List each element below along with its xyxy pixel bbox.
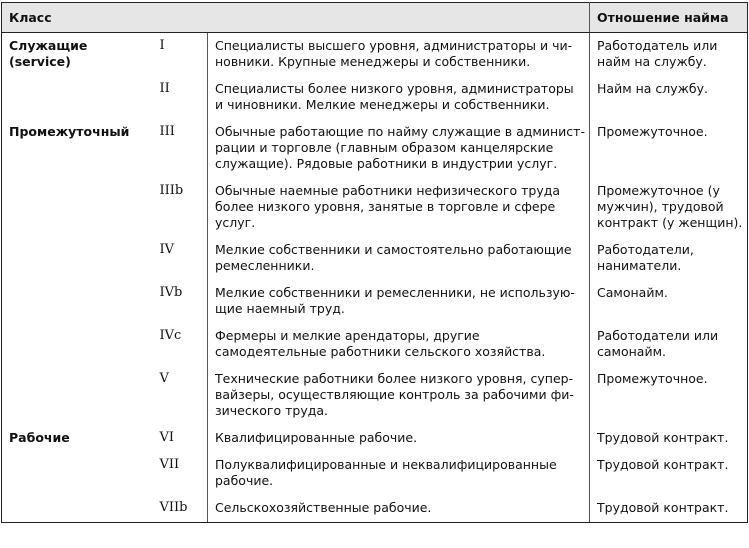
class-cell: Рабочие [2, 425, 150, 452]
class-cell [2, 323, 150, 366]
header-row [2, 3, 748, 33]
relation-cell: Промежуточное. [590, 366, 748, 425]
relation-cell: Найм на службу. [590, 76, 748, 119]
description-cell: Специалисты высшего уровня, администраторы и чиновники. Крупные менеджеры и собственники. [208, 33, 590, 77]
code-cell: VI [159, 430, 175, 445]
table-row [2, 33, 748, 77]
code-cell: III [159, 124, 175, 139]
relation-cell: Работодатели или самонайм. [590, 323, 748, 366]
description-cell: Обычные работающие по найму служащие в администрации и торговле (главным образом канцелярские служащие). Рядовые работники в индустрии услуг. [208, 119, 590, 178]
table-row [2, 366, 748, 425]
table-row [2, 280, 748, 323]
relation-cell: Работодатель или найм на службу. [590, 33, 748, 77]
header-relation: Отношение найма [590, 3, 748, 33]
table-row [2, 119, 748, 178]
description-cell: Мелкие собственники и ремесленники, не использующие наемный труд. [208, 280, 590, 323]
class-cell: Служащие (service) [2, 33, 150, 77]
table-row [2, 495, 748, 523]
class-cell [2, 237, 150, 280]
class-cell [2, 495, 150, 523]
description-cell: Полуквалифицированные и неквалифицированные рабочие. [208, 452, 590, 495]
relation-cell: Промежуточное (у мужчин), трудовой контракт (у женщин). [590, 178, 748, 237]
code-cell: IVb [159, 285, 183, 300]
class-table [1, 2, 748, 523]
header-class: Класс [2, 3, 590, 33]
description-cell: Специалисты более низкого уровня, администраторы и чиновники. Мелкие менеджеры и собственники. [208, 76, 590, 119]
description-cell: Обычные наемные работники нефизического труда более низкого уровня, занятые в торговле и сфере услуг. [208, 178, 590, 237]
class-cell [2, 178, 150, 237]
relation-cell: Трудовой контракт. [590, 425, 748, 452]
table-row [2, 76, 748, 119]
code-cell: II [159, 81, 170, 96]
class-cell [2, 76, 150, 119]
table-row [2, 452, 748, 495]
description-cell: Сельскохозяйственные рабочие. [208, 495, 590, 523]
table-row [2, 237, 748, 280]
description-cell: Мелкие собственники и самостоятельно работающие ремесленники. [208, 237, 590, 280]
description-cell: Квалифицированные рабочие. [208, 425, 590, 452]
relation-cell: Трудовой контракт. [590, 452, 748, 495]
code-cell: V [159, 371, 169, 386]
code-cell: IIIb [159, 183, 184, 198]
class-cell: Промежуточный [2, 119, 150, 178]
description-cell: Технические работники более низкого уровня, супервайзеры, осуществляющие контроль за рабочими физического труда. [208, 366, 590, 425]
code-cell: I [159, 38, 165, 53]
code-cell: IV [159, 242, 175, 257]
code-cell: VIIb [150, 495, 208, 523]
class-cell [2, 366, 150, 425]
table-row [2, 178, 748, 237]
code-cell: IVc [159, 328, 182, 343]
code-cell: VII [159, 457, 180, 472]
description-cell: Фермеры и мелкие арендаторы, другие самодеятельные работники сельского хозяйства. [208, 323, 590, 366]
relation-cell: Трудовой контракт. [590, 495, 748, 523]
relation-cell: Промежуточное. [590, 119, 748, 178]
table-row [2, 425, 748, 452]
relation-cell: Работодатели, наниматели. [590, 237, 748, 280]
relation-cell: Самонайм. [590, 280, 748, 323]
table-row [2, 323, 748, 366]
class-cell [2, 452, 150, 495]
class-cell [2, 280, 150, 323]
